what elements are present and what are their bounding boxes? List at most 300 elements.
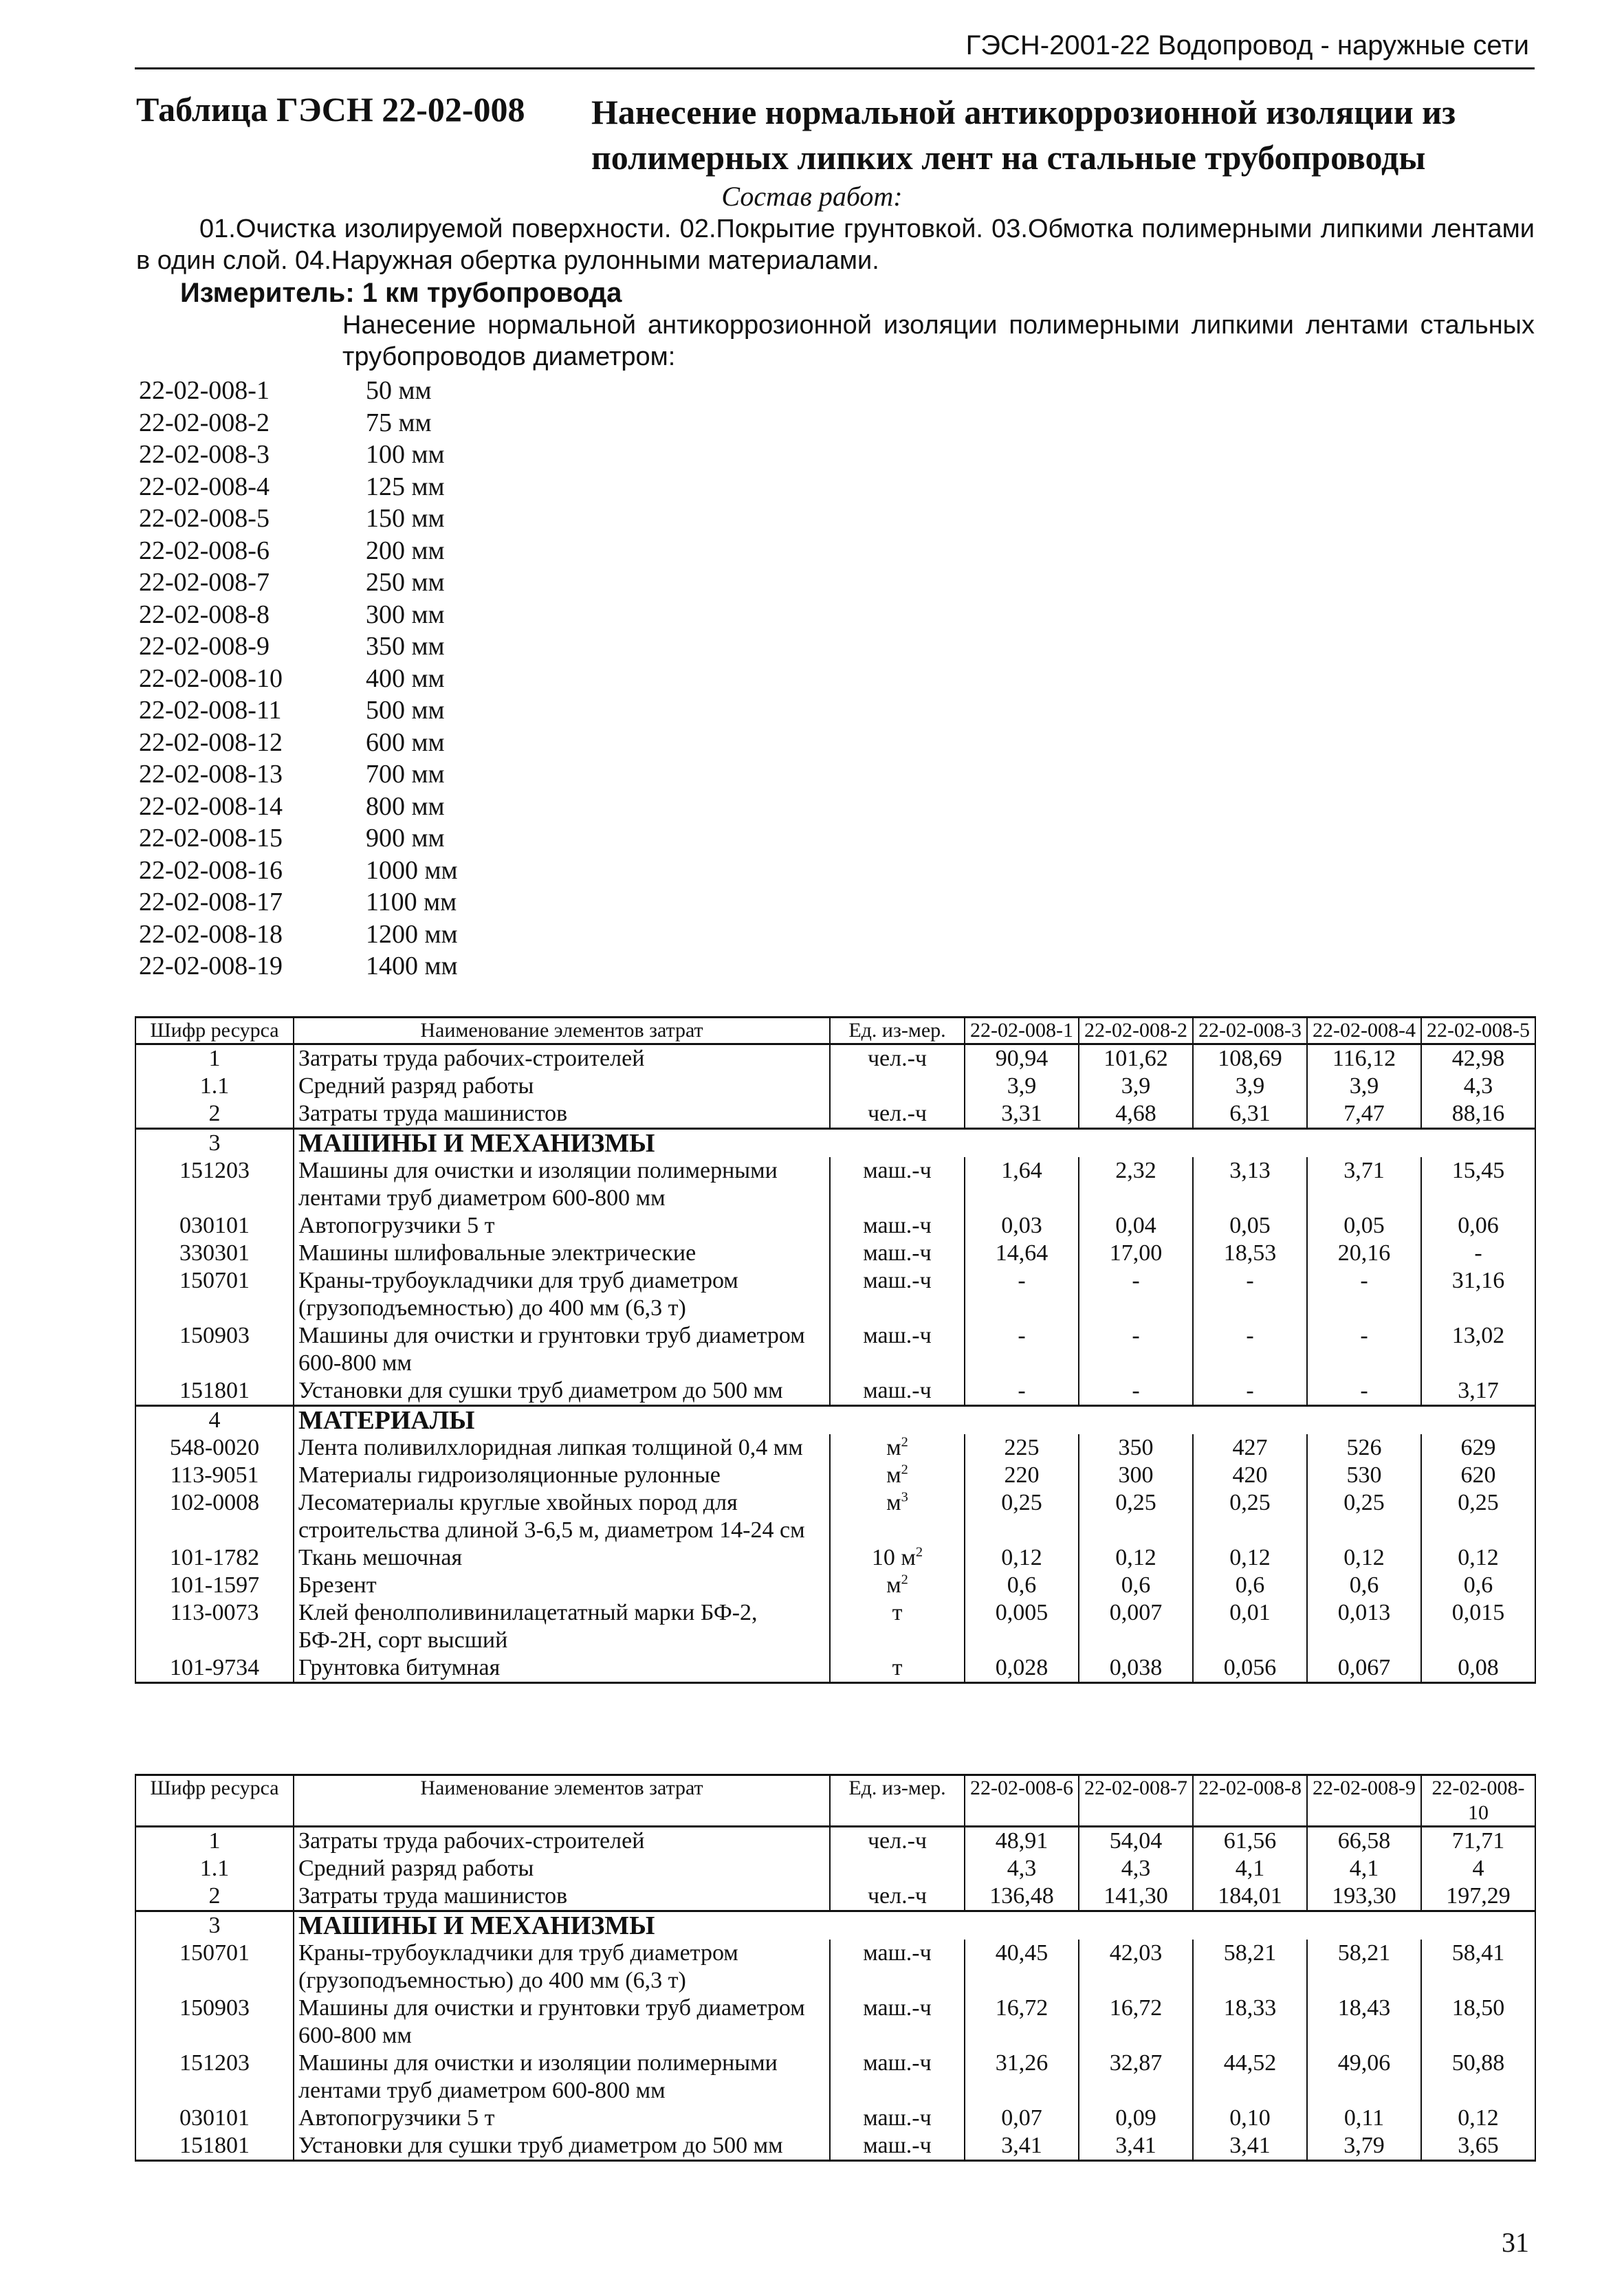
norm-value: - [1307,1267,1421,1322]
cost-item-name: Машины для очистки и грунтовки труб диаметром 600-800 мм [294,1995,830,2050]
norm-value: 108,69 [1193,1044,1307,1073]
meter: Измеритель: 1 км трубопровода [180,278,622,308]
norm-value: 3,13 [1193,1157,1307,1212]
header-code: Шифр ресурса [135,1018,294,1044]
unit-of-measure: маш.-ч [830,1240,965,1267]
resource-code: 1 [135,1827,294,1856]
resource-code: 151203 [135,1157,294,1212]
norm-value: 0,12 [1421,1544,1535,1572]
norm-value: 197,29 [1421,1882,1535,1911]
unit-of-measure [830,1855,965,1882]
header-norm-code: 22-02-008-3 [1193,1018,1307,1044]
norm-value: 0,25 [1307,1489,1421,1544]
code-id: 22-02-008-8 [139,600,270,629]
code-id: 22-02-008-2 [139,408,270,437]
code-list-item [139,663,458,696]
header-rule [135,67,1535,69]
norm-value: 193,30 [1307,1882,1421,1911]
code-list-item [139,823,458,855]
norm-value: 58,21 [1193,1940,1307,1995]
resource-code: 113-0073 [135,1599,294,1654]
norm-value: 3,9 [1193,1073,1307,1100]
table-row [135,1940,1535,1995]
table-row [135,1599,1535,1654]
pipe-diameter: 600 мм [366,727,445,757]
norm-value: 530 [1307,1462,1421,1489]
unit-of-measure [830,1073,965,1100]
work-composition-label: Состав работ: [721,181,903,212]
table-row [135,1995,1535,2050]
cost-item-name: Средний разряд работы [294,1073,830,1100]
norm-value: 3,71 [1307,1157,1421,1212]
cost-item-name: Средний разряд работы [294,1855,830,1882]
norm-value: 1,64 [965,1157,1079,1212]
norm-value: 0,028 [965,1654,1079,1683]
resource-code: 3 [135,1129,294,1158]
cost-item-name: Машины для очистки и изоляции полимерными лентами труб диаметром 600-800 мм [294,2050,830,2105]
code-list-item [139,375,458,408]
header-code: Шифр ресурса [135,1775,294,1827]
table-row [135,2050,1535,2105]
norm-value: 3,41 [965,2132,1079,2161]
norm-value: 0,056 [1193,1654,1307,1683]
header-norm-code: 22-02-008-8 [1193,1775,1307,1827]
norm-value: - [1307,1377,1421,1406]
table-row [135,1100,1535,1129]
pipe-diameter: 1100 мм [366,888,457,916]
norm-value: 18,33 [1193,1995,1307,2050]
norm-value: 0,03 [965,1212,1079,1240]
norm-value: 0,6 [1193,1572,1307,1599]
pipe-diameter: 125 мм [366,472,445,501]
norm-value: 0,005 [965,1599,1079,1654]
code-id: 22-02-008-18 [139,919,283,949]
norm-value: - [1193,1377,1307,1406]
table-row [135,1827,1535,1856]
unit-of-measure: $м^2$ [830,1462,965,1489]
table-row [135,1073,1535,1100]
norm-value: 0,05 [1193,1212,1307,1240]
header-norm-code: 22-02-008-1 [965,1018,1079,1044]
header-name: Наименование элементов затрат [294,1775,830,1827]
cost-item-name: Брезент [294,1572,830,1599]
code-list-item [139,503,458,536]
norm-value: 2,32 [1079,1157,1193,1212]
table-row [135,2105,1535,2132]
norm-value: - [1193,1267,1307,1322]
norm-value: 0,6 [1421,1572,1535,1599]
unit-of-measure: т [830,1599,965,1654]
code-id: 22-02-008-15 [139,824,283,853]
cost-table-1 [135,1016,1536,1684]
norm-value: 0,6 [965,1572,1079,1599]
cost-item-name: Материалы гидроизоляционные рулонные [294,1462,830,1489]
header-norm-code: 22-02-008-9 [1307,1775,1421,1827]
norm-value: 48,91 [965,1827,1079,1856]
unit-of-measure: $м^2$ [830,1572,965,1599]
table-row [135,1044,1535,1073]
norm-value: 4,3 [1079,1855,1193,1882]
code-list-item [139,439,458,472]
norm-value: 0,01 [1193,1599,1307,1654]
cost-item-name: Лесоматериалы круглые хвойных пород для строительства длиной 3-6,5 м, диаметром 14-24 см [294,1489,830,1544]
cost-item-name: Установки для сушки труб диаметром до 500 мм [294,2132,830,2161]
norm-value: - [965,1267,1079,1322]
norm-value: 16,72 [965,1995,1079,2050]
pipe-diameter: 700 мм [366,760,445,789]
unit-of-measure: маш.-ч [830,1212,965,1240]
norm-value: - [965,1322,1079,1377]
code-id: 22-02-008-5 [139,504,270,533]
table-row [135,1212,1535,1240]
norm-value: 526 [1307,1434,1421,1462]
norm-value: 3,41 [1193,2132,1307,2161]
unit-of-measure: чел.-ч [830,1100,965,1129]
norm-value: 3,9 [965,1073,1079,1100]
unit-of-measure: маш.-ч [830,2132,965,2161]
norm-value: 7,47 [1307,1100,1421,1129]
norm-value: 31,16 [1421,1267,1535,1322]
header-norm-code: 22-02-008-7 [1079,1775,1193,1827]
unit-of-measure: $м^2$ [830,1434,965,1462]
norm-value: 0,6 [1079,1572,1193,1599]
header-name: Наименование элементов затрат [294,1018,830,1044]
cost-item-name: Установки для сушки труб диаметром до 500 мм [294,1377,830,1406]
norm-value: - [965,1377,1079,1406]
pipe-diameter: 500 мм [366,696,445,725]
unit-of-measure: маш.-ч [830,2105,965,2132]
norm-value: 16,72 [1079,1995,1193,2050]
table-row [135,1911,1535,1940]
norm-value: 44,52 [1193,2050,1307,2105]
norm-value: 220 [965,1462,1079,1489]
unit-of-measure: т [830,1654,965,1683]
norm-value: 0,12 [1307,1544,1421,1572]
code-list-item [139,567,458,600]
unit-of-measure: чел.-ч [830,1882,965,1911]
code-id: 22-02-008-10 [139,663,283,693]
code-id: 22-02-008-14 [139,791,283,821]
norm-value: 116,12 [1307,1044,1421,1073]
norm-value: 0,08 [1421,1654,1535,1683]
table-row [135,1654,1535,1683]
norm-value: 101,62 [1079,1044,1193,1073]
norm-value: 18,43 [1307,1995,1421,2050]
unit-of-measure: маш.-ч [830,1995,965,2050]
pipe-diameter: 100 мм [366,440,445,469]
pipe-diameter: 75 мм [366,408,432,437]
norm-value: 4,1 [1193,1855,1307,1882]
norm-value: 58,21 [1307,1940,1421,1995]
resource-code: 151203 [135,2050,294,2105]
norm-value: - [1079,1377,1193,1406]
norm-value: 0,07 [965,2105,1079,2132]
section-heading: МАШИНЫ И МЕХАНИЗМЫ [294,1129,1535,1158]
norm-value: 49,06 [1307,2050,1421,2105]
resource-code: 151801 [135,1377,294,1406]
norm-value: 0,12 [1193,1544,1307,1572]
pipe-diameter: 150 мм [366,504,445,533]
table-row [135,1855,1535,1882]
norm-value: 420 [1193,1462,1307,1489]
section-heading: МАТЕРИАЛЫ [294,1406,1535,1435]
table-row [135,1462,1535,1489]
code-list-item [139,951,458,983]
unit-of-measure: чел.-ч [830,1044,965,1073]
table-row [135,1267,1535,1322]
norm-value: - [1079,1322,1193,1377]
unit-of-measure: маш.-ч [830,1940,965,1995]
norm-value: 54,04 [1079,1827,1193,1856]
pipe-diameter: 250 мм [366,568,445,597]
pipe-diameter: 200 мм [366,536,445,565]
code-list-item [139,472,458,504]
code-id: 22-02-008-16 [139,855,283,885]
norm-value: 3,79 [1307,2132,1421,2161]
page-number: 31 [1502,2227,1529,2258]
work-composition: 01.Очистка изолируемой поверхности. 02.Покрытие грунтовкой. 03.Обмотка полимерными липкими лентами в один слой. 04.Наружная обертка рулонными материалами. [136,215,1535,275]
norm-value: 20,16 [1307,1240,1421,1267]
code-list-item [139,791,458,824]
unit-of-measure: маш.-ч [830,1377,965,1406]
description: Нанесение нормальной антикоррозионной изоляции полимерными липкими лентами стальных трубопроводов диаметром: [342,311,1535,371]
norm-value: 0,25 [1193,1489,1307,1544]
norm-value: 0,25 [1079,1489,1193,1544]
code-id: 22-02-008-19 [139,952,283,980]
cost-item-name: Автопогрузчики 5 т [294,2105,830,2132]
norm-value: 4,3 [1421,1073,1535,1100]
unit-of-measure: маш.-ч [830,2050,965,2105]
table-header-row [135,1775,1535,1827]
header-unit: Ед. из-мер. [830,1018,965,1044]
unit-of-measure: маш.-ч [830,1322,965,1377]
table-row [135,1157,1535,1212]
norm-value: 0,013 [1307,1599,1421,1654]
header-norm-code: 22-02-008-10 [1421,1775,1535,1827]
norm-value: 0,09 [1079,2105,1193,2132]
resource-code: 113-9051 [135,1462,294,1489]
norm-value: 0,067 [1307,1654,1421,1683]
norm-value: 3,31 [965,1100,1079,1129]
code-id: 22-02-008-17 [139,888,283,916]
norm-value: 40,45 [965,1940,1079,1995]
norm-value: 225 [965,1434,1079,1462]
table-row [135,1572,1535,1599]
table-row [135,1129,1535,1158]
norm-value: 15,45 [1421,1157,1535,1212]
code-list [139,375,458,983]
norm-value: 0,04 [1079,1212,1193,1240]
resource-code: 2 [135,1100,294,1129]
norm-value: 88,16 [1421,1100,1535,1129]
code-id: 22-02-008-11 [139,696,282,725]
resource-code: 1 [135,1044,294,1073]
norm-value: 18,53 [1193,1240,1307,1267]
pipe-diameter: 400 мм [366,663,445,693]
norm-value: 32,87 [1079,2050,1193,2105]
code-id: 22-02-008-7 [139,568,270,597]
norm-value: 4,68 [1079,1100,1193,1129]
resource-code: 4 [135,1406,294,1435]
code-list-item [139,759,458,791]
code-list-item [139,887,458,919]
norm-value: 0,06 [1421,1212,1535,1240]
cost-item-name: Автопогрузчики 5 т [294,1212,830,1240]
norm-value: 350 [1079,1434,1193,1462]
cost-item-name: Затраты труда машинистов [294,1100,830,1129]
unit-of-measure: $м^3$ [830,1489,965,1544]
header-norm-code: 22-02-008-2 [1079,1018,1193,1044]
header-norm-code: 22-02-008-5 [1421,1018,1535,1044]
table-row [135,1434,1535,1462]
resource-code: 548-0020 [135,1434,294,1462]
resource-code: 151801 [135,2132,294,2161]
code-list-item [139,536,458,568]
cost-item-name: Краны-трубоукладчики для труб диаметром (грузоподъемностью) до 400 мм (6,3 т) [294,1940,830,1995]
cost-table-2 [135,1774,1536,2162]
cost-item-name: Затраты труда рабочих-строителей [294,1827,830,1856]
norm-value: 4,1 [1307,1855,1421,1882]
table-row [135,1322,1535,1377]
norm-value: 66,58 [1307,1827,1421,1856]
pipe-diameter: 1400 мм [366,952,458,980]
code-id: 22-02-008-4 [139,472,270,501]
norm-value: 42,03 [1079,1940,1193,1995]
pipe-diameter: 800 мм [366,791,445,821]
norm-value: 3,41 [1079,2132,1193,2161]
norm-value: 4 [1421,1855,1535,1882]
header-norm-code: 22-02-008-4 [1307,1018,1421,1044]
norm-value: 3,17 [1421,1377,1535,1406]
table-row [135,1377,1535,1406]
table-row [135,2132,1535,2161]
table-row [135,1489,1535,1544]
pipe-diameter: 350 мм [366,632,445,661]
norm-value: 184,01 [1193,1882,1307,1911]
code-id: 22-02-008-9 [139,632,270,661]
code-list-item [139,855,458,888]
code-list-item [139,408,458,440]
code-list-item [139,600,458,632]
norm-value: 50,88 [1421,2050,1535,2105]
norm-value: - [1079,1267,1193,1322]
norm-value: 13,02 [1421,1322,1535,1377]
header-unit: Ед. из-мер. [830,1775,965,1827]
norm-value: 90,94 [965,1044,1079,1073]
norm-value: 3,9 [1307,1073,1421,1100]
norm-value: 427 [1193,1434,1307,1462]
table-row [135,1240,1535,1267]
norm-value: 0,12 [965,1544,1079,1572]
resource-code: 150701 [135,1267,294,1322]
norm-value: 0,25 [965,1489,1079,1544]
norm-value: 0,10 [1193,2105,1307,2132]
pipe-diameter: 900 мм [366,824,445,853]
norm-value: 6,31 [1193,1100,1307,1129]
norm-value: 71,71 [1421,1827,1535,1856]
resource-code: 030101 [135,2105,294,2132]
norm-value: 0,007 [1079,1599,1193,1654]
cost-item-name: Машины для очистки и изоляции полимерными лентами труб диаметром 600-800 мм [294,1157,830,1212]
cost-item-name: Машины для очистки и грунтовки труб диаметром 600-800 мм [294,1322,830,1377]
norm-value: 0,11 [1307,2105,1421,2132]
norm-value: 0,6 [1307,1572,1421,1599]
section-heading: МАШИНЫ И МЕХАНИЗМЫ [294,1911,1535,1940]
norm-value: 3,9 [1079,1073,1193,1100]
resource-code: 1.1 [135,1855,294,1882]
norm-value: 3,65 [1421,2132,1535,2161]
unit-of-measure: 10 $м^2$ [830,1544,965,1572]
resource-code: 330301 [135,1240,294,1267]
resource-code: 030101 [135,1212,294,1240]
norm-value: 141,30 [1079,1882,1193,1911]
resource-code: 1.1 [135,1073,294,1100]
norm-value: 0,015 [1421,1599,1535,1654]
unit-of-measure: маш.-ч [830,1267,965,1322]
resource-code: 150903 [135,1995,294,2050]
cost-item-name: Грунтовка битумная [294,1654,830,1683]
norm-value: 0,05 [1307,1212,1421,1240]
code-id: 22-02-008-3 [139,440,270,469]
resource-code: 3 [135,1911,294,1940]
cost-item-name: Клей фенолполивинилацетатный марки БФ-2, БФ-2Н, сорт высший [294,1599,830,1654]
code-list-item [139,631,458,663]
pipe-diameter: 1000 мм [366,855,458,885]
table-row [135,1544,1535,1572]
resource-code: 101-1782 [135,1544,294,1572]
norm-value: - [1193,1322,1307,1377]
table-row [135,1882,1535,1911]
norm-value: 17,00 [1079,1240,1193,1267]
norm-value: 42,98 [1421,1044,1535,1073]
cost-item-name: Затраты труда рабочих-строителей [294,1044,830,1073]
cost-item-name: Затраты труда машинистов [294,1882,830,1911]
pipe-diameter: 300 мм [366,600,445,629]
norm-value: 0,25 [1421,1489,1535,1544]
resource-code: 101-1597 [135,1572,294,1599]
table-name: Нанесение нормальной антикоррозионной изоляции из полимерных липких лент на стальные трубопроводы [591,93,1456,177]
cost-item-name: Машины шлифовальные электрические [294,1240,830,1267]
code-id: 22-02-008-13 [139,760,283,789]
norm-value: 31,26 [965,2050,1079,2105]
norm-value: 0,038 [1079,1654,1193,1683]
code-id: 22-02-008-12 [139,727,283,757]
resource-code: 150903 [135,1322,294,1377]
norm-value: 136,48 [965,1882,1079,1911]
norm-value: 4,3 [965,1855,1079,1882]
resource-code: 2 [135,1882,294,1911]
norm-value: 300 [1079,1462,1193,1489]
norm-value: 0,12 [1079,1544,1193,1572]
resource-code: 101-9734 [135,1654,294,1683]
norm-value: 58,41 [1421,1940,1535,1995]
table-row [135,1406,1535,1435]
table-header-row [135,1018,1535,1044]
code-id: 22-02-008-1 [139,376,270,405]
norm-value: - [1307,1322,1421,1377]
code-list-item [139,727,458,760]
norm-value: 18,50 [1421,1995,1535,2050]
code-id: 22-02-008-6 [139,536,270,565]
unit-of-measure: маш.-ч [830,1157,965,1212]
norm-value: 629 [1421,1434,1535,1462]
cost-item-name: Лента поливилхлоридная липкая толщиной 0,4 мм [294,1434,830,1462]
resource-code: 150701 [135,1940,294,1995]
norm-value: - [1421,1240,1535,1267]
cost-item-name: Краны-трубоукладчики для труб диаметром (грузоподъемностью) до 400 мм (6,3 т) [294,1267,830,1322]
norm-value: 61,56 [1193,1827,1307,1856]
resource-code: 102-0008 [135,1489,294,1544]
